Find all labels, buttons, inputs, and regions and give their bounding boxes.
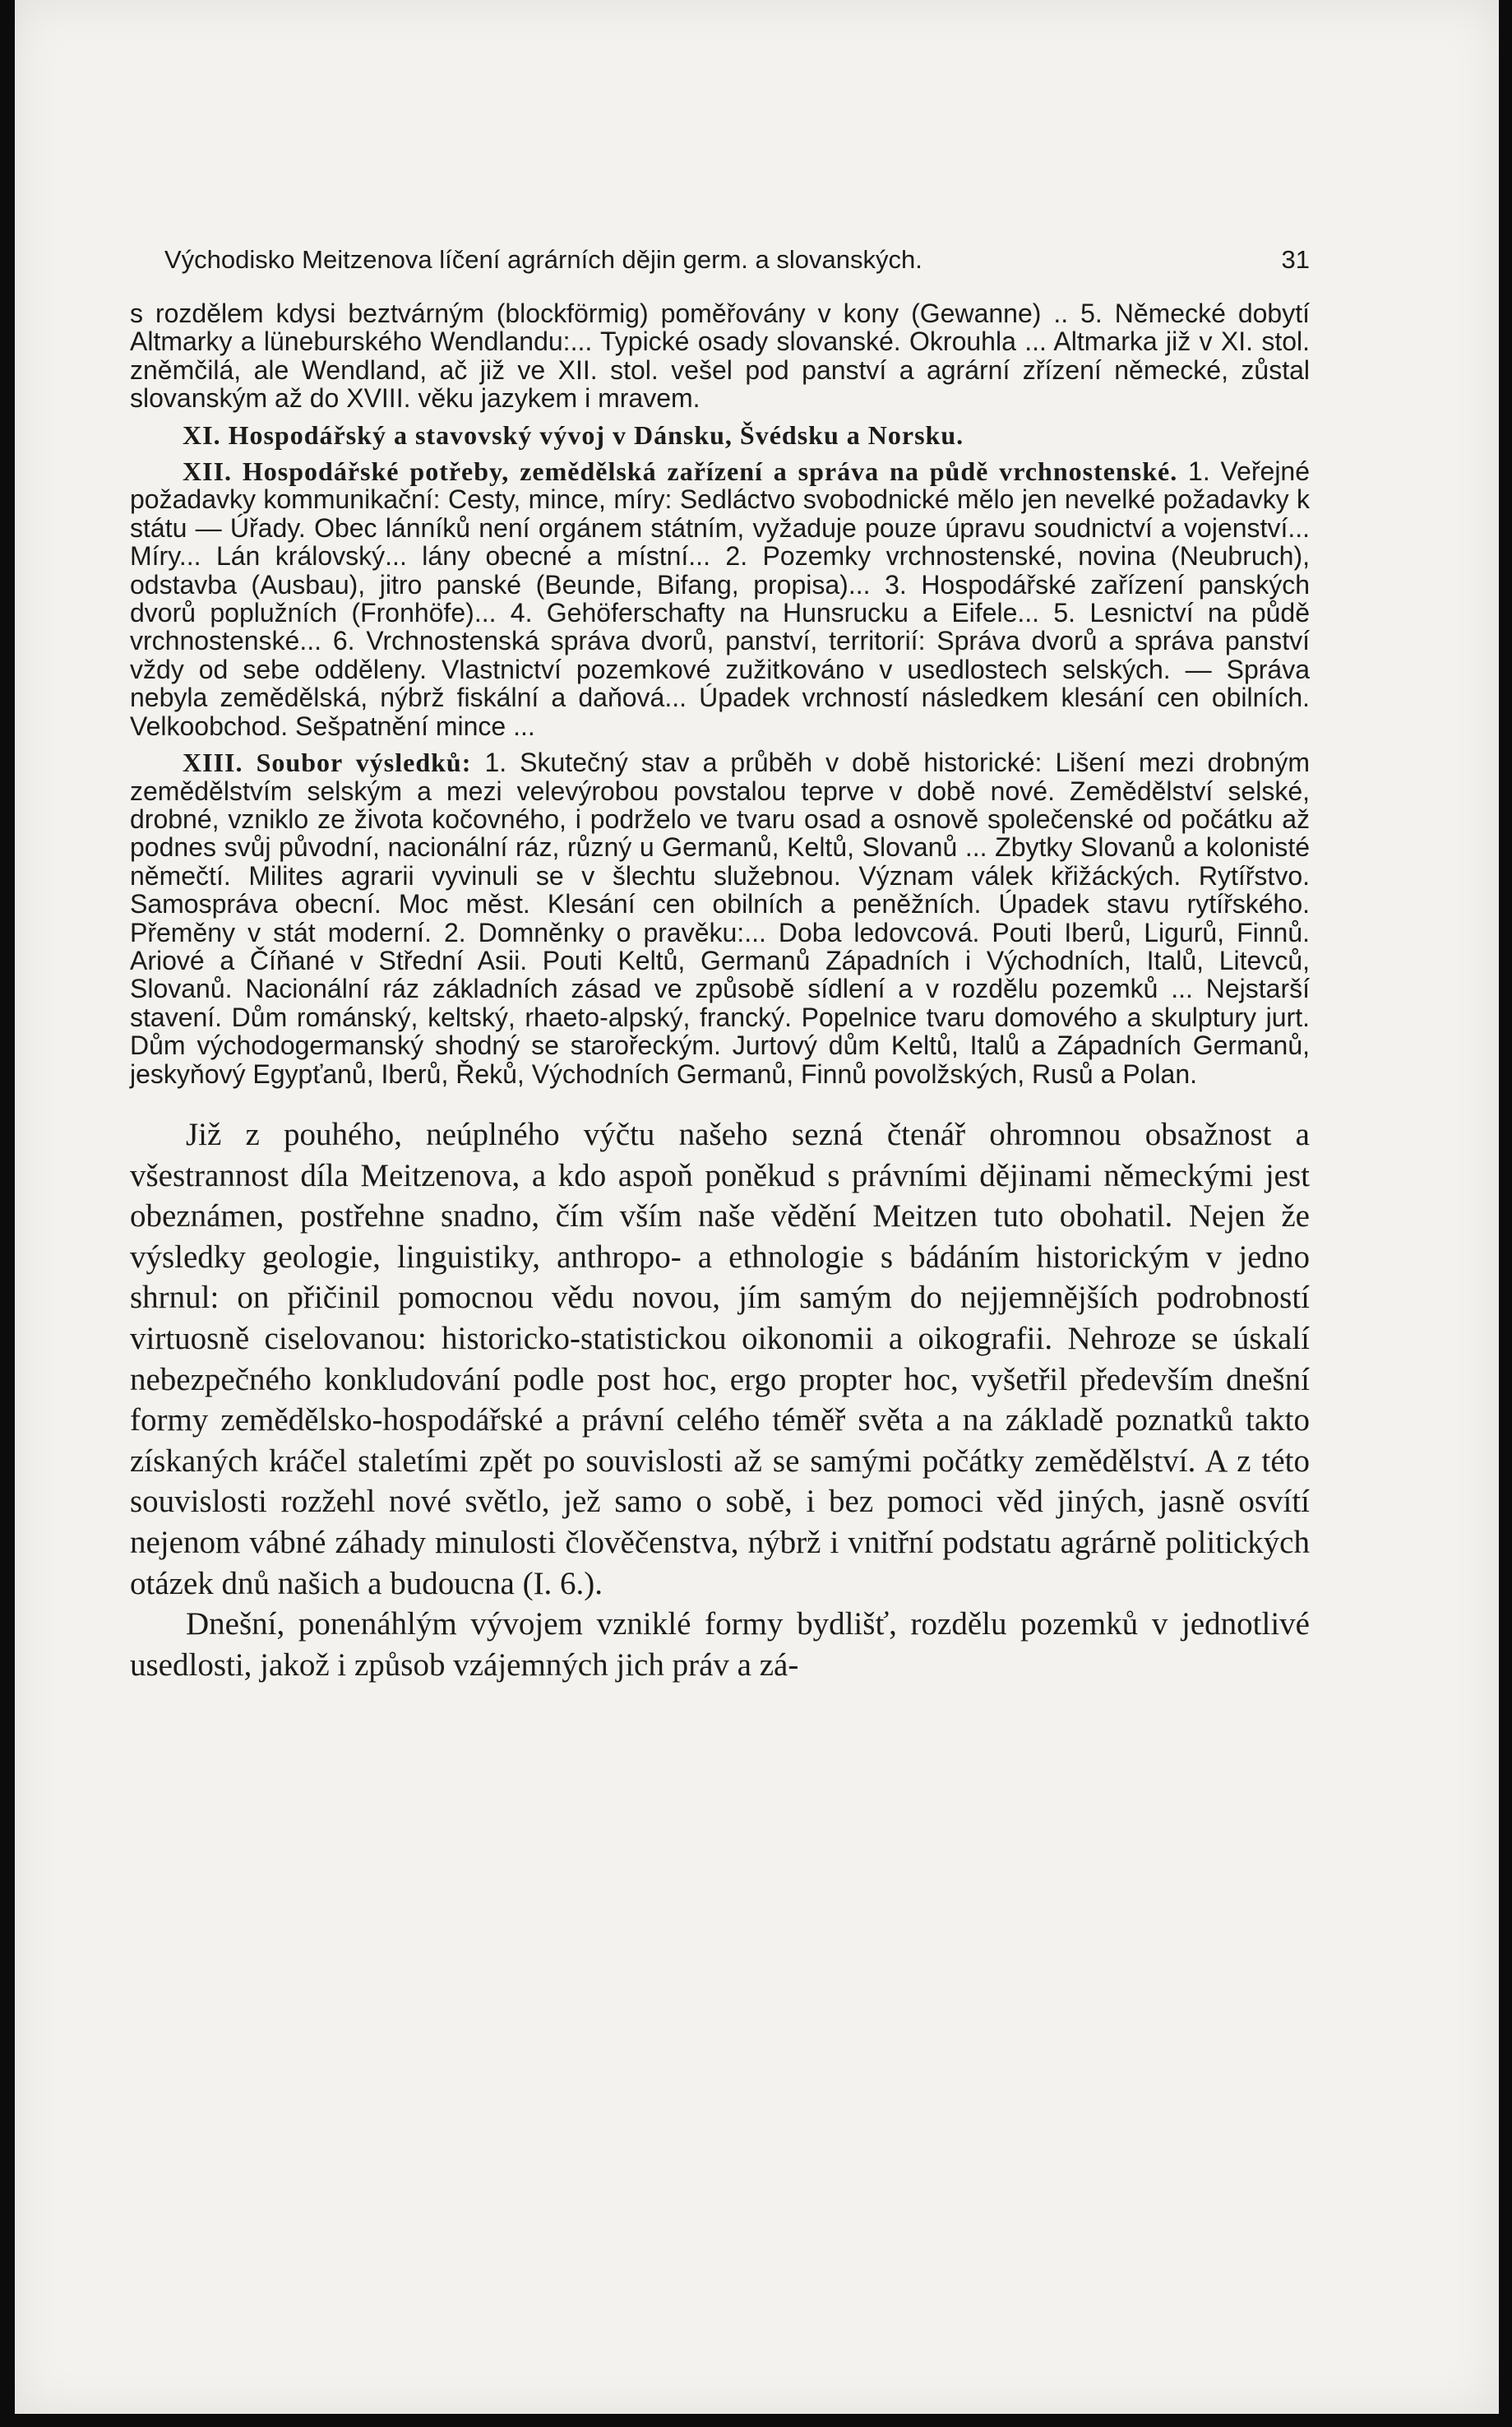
section-xii-body: 1. Veřejné požadavky kommunikační: Cesty, mince, míry: Sedláctvo svobodnické mělo jen nevelké požadavky k státu — Úřady. Obec lánníků není orgánem státním, vyžaduje pouze úpravu soudnictví a vojenství... Míry... Lán královský... lány obecné a místní... 2. Pozemky vrchnostenské, novina (Neubruch), odstavba (Ausbau), jitro panské (Beunde, Bifang, propisa)... 3. Hospodářské zařízení panských dvorů poplužních (Fronhöfe)... 4. Gehöferschafty na Hunsrucku a Eifele... 5. Lesnictví na půdě vrchnostenské... 6. Vrchnostenská správa dvorů, panství, territorií: Správa dvorů a správa panství vždy od sebe odděleny. Vlastnictví pozemkové zužitkováno v usedlostech selských. — Správa nebyla zemědělská, nýbrž fiskální a daňová... Úpadek vrchností následkem klesání cen obilních. Velkoobchod. Sešpatnění mince ...: [130, 456, 1311, 741]
section-xii-heading: XII. Hospodářské potřeby, zemědělská zařízení a správa na půdě vrchnostenské.: [183, 456, 1178, 487]
book-page: [15, 0, 1499, 2414]
table-of-contents-section: [130, 299, 1310, 1088]
section-xii: [130, 457, 1310, 740]
section-xiii-body: 1. Skutečný stav a průběh v době historické: Lišení mezi drobným zemědělstvím selským a mezi velevýrobou povstalou teprve v době nové. Zemědělství selské, drobné, vzniklo ze života kočovného, i podrželo ve tvaru osad a osnově společenské od počátku až podnes svůj původní, nacionální ráz, různý u Germanů, Keltů, Slovanů ... Zbytky Slovanů a kolonisté němečtí. Milites agrarii vyvinuli se v šlechtu služebnou. Význam válek křižáckých. Rytířstvo. Samospráva obecní. Moc měst. Klesání cen obilních a peněžních. Úpadek stavu rytířského. Přeměny v stát moderní. 2. Domněnky o pravěku:... Doba ledovcová. Pouti Iberů, Ligurů, Finnů. Ariové a Číňané v Střední Asii. Pouti Keltů, Germanů Západních i Východních, Italů, Litevců, Slovanů. Nacionální ráz základních zásad ve způsobě sídlení a v rozdělu pozemků ... Nejstarší stavení. Dům románský, keltský, rhaeto-alpský, francký. Popelnice tvaru domového a skulptury jurt. Dům východogermanský shodný se starořeckým. Jurtový dům Keltů, Italů a Západních Germanů, jeskyňový Egypťanů, Iberů, Řeků, Východních Germanů, Finnů povolžských, Rusů a Polan.: [130, 748, 1311, 1089]
running-head-title: Východisko Meitzenova líčení agrárních dějin germ. a slovanských.: [164, 245, 922, 274]
body-text: [130, 1114, 1310, 1685]
page-number: 31: [1281, 245, 1310, 274]
toc-paragraph: s rozdělem kdysi beztvárným (blockförmig) poměřovány v kony (Gewanne) .. 5. Německé dobytí Altmarky a lüneburského Wendlandu:... Typické osady slovanské. Okrouhla ... Altmarka již v XI. stol. zněmčilá, ale Wendland, ač již ve XII. stol. vešel pod panství a agrární zřízení německé, zůstal slovanským až do XVIII. věku jazykem i mravem.: [130, 299, 1310, 414]
body-paragraph: Dnešní, ponenáhlým vývojem vzniklé formy bydlišť, rozdělu pozemků v jednotlivé usedlosti, jakož i způsob vzájemných jich práv a zá-: [130, 1606, 1310, 1683]
running-head: [130, 245, 1310, 275]
body-paragraph: Již z pouhého, neúplného výčtu našeho sezná čtenář ohromnou obsažnost a všestrannost díla Meitzenova, a kdo aspoň poněkud s právními dějinami německými jest obeznámen, postřehne snadno, čím vším naše vědění Meitzen tuto obohatil. Nejen že výsledky geologie, linguistiky, anthropo- a ethnologie s bádáním historickým v jedno shrnul: on přičinil pomocnou vědu novou, jím samým do nejjemnějších podrobností virtuosně ciselovanou: historicko-statistickou oikonomii a oikografii. Nehroze se úskalí nebezpečného konkludování podle post hoc, ergo propter hoc, vyšetřil především dnešní formy zemědělsko-hospodářské a právní celého téměř světa a na základě poznatků takto získaných kráčel staletími zpět po souvislosti až se samými počátky zemědělství. A z této souvislosti rozžehl nové světlo, jež samo o sobě, i bez pomoci věd jiných, jasně osvítí nejenom vábné záhady minulosti člověčenstva, nýbrž i vnitřní podstatu agrárně politických otázek dnů našich a budoucna (I. 6.).: [130, 1116, 1310, 1601]
section-xi-heading: XI. Hospodářský a stavovský vývoj v Dánsku, Švédsku a Norsku.: [183, 419, 964, 450]
page-content: [130, 245, 1310, 1685]
section-xiii-heading: XIII. Soubor výsledků:: [183, 748, 472, 778]
section-xiii: [130, 748, 1310, 1088]
section-xi: [130, 421, 1310, 449]
